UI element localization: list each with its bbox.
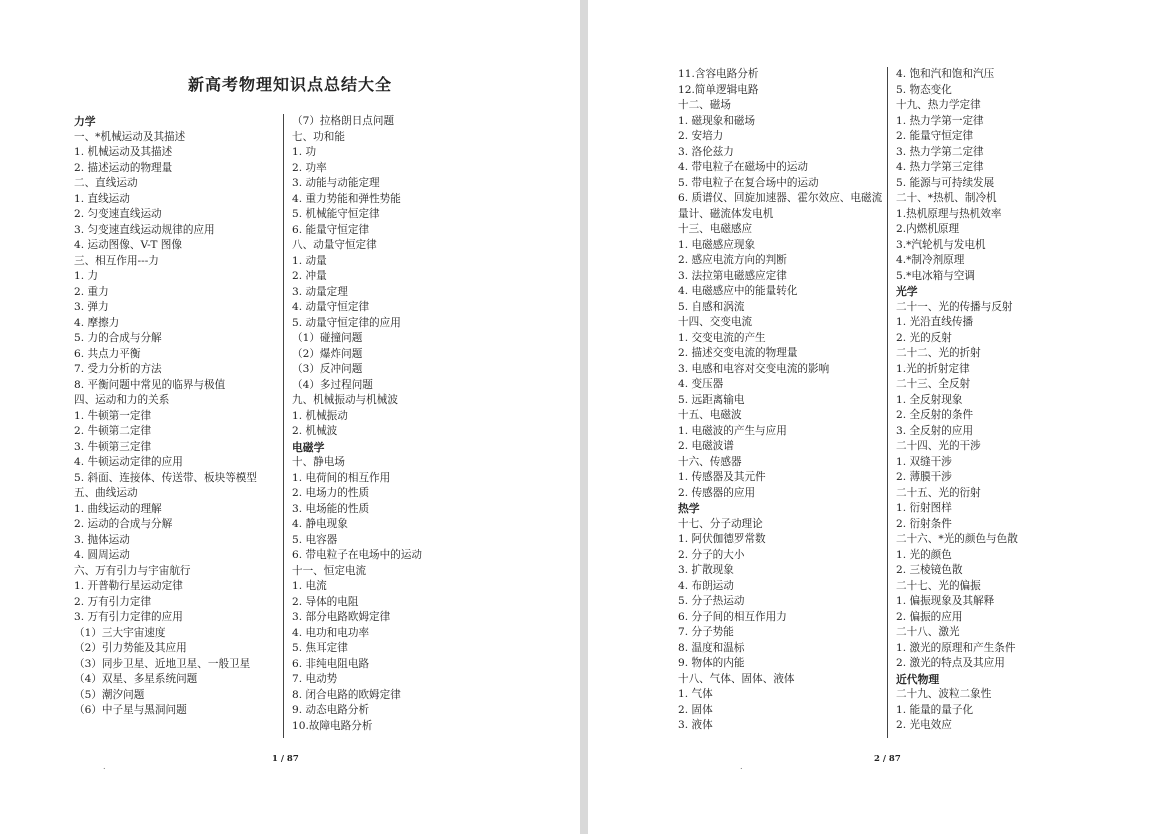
toc-entry: 1. 电磁波的产生与应用	[678, 424, 787, 437]
toc-entry: 1. 机械运动及其描述	[74, 146, 173, 158]
toc-column-1-right	[292, 114, 522, 734]
toc-entry: 6. 共点力平衡	[74, 347, 141, 360]
toc-entry: 1. 力	[74, 270, 99, 282]
toc-entry: 1. 偏振现象及其解释	[896, 595, 995, 607]
toc-entry: 三、相互作用---力	[74, 254, 159, 267]
toc-entry: 六、万有引力与宇宙航行	[74, 564, 191, 577]
toc-entry: 4. 静电现象	[292, 518, 348, 530]
toc-entry: 2. 描述交变电流的物理量	[678, 347, 798, 359]
page-gutter	[580, 0, 588, 834]
toc-entry: （3）反冲问题	[292, 363, 363, 375]
toc-entry: 2. 激光的特点及其应用	[896, 657, 1005, 669]
document-page-2	[588, 0, 1170, 834]
toc-entry: 2. 运动的合成与分解	[74, 518, 173, 530]
toc-entry: 二十六、*光的颜色与色散	[896, 533, 1018, 545]
toc-entry: 5. 自感和涡流	[678, 300, 745, 313]
toc-entry: 2. 重力	[74, 285, 109, 298]
toc-entry: 5. 电容器	[292, 533, 338, 546]
toc-entry: （2）爆炸问题	[292, 347, 363, 360]
toc-entry: 八、动量守恒定律	[292, 239, 377, 251]
toc-entry: 5. 动量守恒定律的应用	[292, 316, 401, 329]
toc-entry: 2. 万有引力定律	[74, 595, 152, 608]
toc-entry: 5. 能源与可持续发展	[896, 176, 995, 189]
toc-entry: 2. 机械波	[292, 425, 338, 437]
footer-mark: .	[740, 762, 743, 771]
toc-entry: 4. 带电粒子在磁场中的运动	[678, 161, 809, 173]
toc-entry: 3. 弹力	[74, 301, 109, 313]
toc-entry: 8. 平衡问题中常见的临界与极值	[74, 378, 226, 391]
toc-entry: 5. 斜面、连接体、传送带、板块等模型	[74, 471, 257, 484]
section-heading: 电磁学	[292, 440, 325, 454]
toc-entry: 4. 布朗运动	[678, 579, 734, 592]
toc-entry: 2. 光的反射	[896, 331, 952, 344]
toc-entry: 1. 曲线运动的理解	[74, 502, 162, 515]
toc-entry: 二十八、激光	[896, 626, 960, 638]
toc-entry: 二十四、光的干涉	[896, 440, 981, 452]
toc-entry: 3. 抛体运动	[74, 533, 130, 546]
toc-entry: 十七、分子动理论	[678, 517, 763, 530]
toc-entry: 1. 电磁感应现象	[678, 238, 756, 251]
footer-mark: .	[103, 762, 106, 771]
toc-entry: 1. 光沿直线传播	[896, 316, 974, 328]
page-number-2: 2 / 87	[874, 754, 901, 764]
toc-entry: 1. 电荷间的相互作用	[292, 471, 391, 484]
toc-entry: 四、运动和力的关系	[74, 394, 170, 406]
toc-entry: 1. 功	[292, 146, 317, 158]
toc-entry: 1. 机械振动	[292, 409, 348, 422]
toc-entry: 4. 运动图像、V-T 图像	[74, 239, 182, 251]
toc-entry: 3. 牛顿第三定律	[74, 440, 152, 453]
toc-entry: 十四、交变电流	[678, 316, 753, 328]
toc-entry: 1. 电流	[292, 580, 327, 592]
section-heading: 力学	[74, 115, 96, 128]
toc-entry: （4）多过程问题	[292, 378, 373, 391]
toc-entry: 4. 动量守恒定律	[292, 301, 370, 313]
toc-entry: （6）中子星与黑洞问题	[74, 704, 187, 716]
toc-entry: 一、*机械运动及其描述	[74, 130, 186, 143]
toc-entry: 4.*制冷剂原理	[896, 254, 965, 266]
toc-entry: 5. 远距离输电	[678, 393, 745, 406]
toc-entry: 2. 衍射条件	[896, 517, 952, 530]
toc-entry: 2. 导体的电阻	[292, 595, 359, 608]
toc-entry: 2. 固体	[678, 703, 713, 716]
toc-column-1-left	[74, 114, 274, 719]
toc-entry: 4. 变压器	[678, 378, 724, 390]
toc-entry: 1.热机原理与热机效率	[896, 207, 1002, 220]
toc-entry: 十、静电场	[292, 456, 345, 468]
toc-entry: 3. 部分电路欧姆定律	[292, 611, 391, 623]
toc-entry: 1. 热力学第一定律	[896, 114, 984, 127]
toc-entry: （7）拉格朗日点问题	[292, 115, 395, 127]
toc-entry: 2. 偏振的应用	[896, 610, 963, 623]
toc-entry: 3. 法拉第电磁感应定律	[678, 269, 787, 282]
section-heading: 近代物理	[896, 672, 940, 686]
toc-entry: 3. 电感和电容对交变电流的影响	[678, 362, 830, 375]
toc-entry: 2. 冲量	[292, 270, 327, 282]
toc-entry: 3. 洛伦兹力	[678, 145, 734, 158]
toc-entry: 二十一、光的传播与反射	[896, 300, 1013, 313]
toc-entry: 2. 光电效应	[896, 719, 952, 731]
toc-entry: 2. 牛顿第二定律	[74, 425, 152, 437]
toc-entry: 1. 衍射图样	[896, 502, 952, 514]
toc-entry: 1. 交变电流的产生	[678, 331, 766, 344]
toc-column-2-right	[896, 67, 1076, 734]
toc-entry: 2. 三棱镜色散	[896, 564, 963, 576]
toc-entry: 9. 动态电路分析	[292, 704, 370, 716]
toc-entry: 4. 饱和汽和饱和汽压	[896, 68, 995, 80]
toc-entry: 1. 开普勒行星运动定律	[74, 580, 183, 592]
toc-entry: 二十五、光的衍射	[896, 486, 981, 499]
toc-entry: 2. 能量守恒定律	[896, 130, 974, 142]
toc-entry: 4. 摩擦力	[74, 316, 120, 329]
toc-entry: 3. 万有引力定律的应用	[74, 611, 183, 623]
toc-entry: 十一、恒定电流	[292, 564, 367, 577]
toc-entry: 二十九、波粒二象性	[896, 688, 992, 700]
toc-entry: 1. 全反射现象	[896, 393, 963, 406]
toc-entry: 1. 牛顿第一定律	[74, 409, 152, 422]
toc-entry: （4）双星、多星系统问题	[74, 673, 198, 685]
toc-entry: 5.*电冰箱与空调	[896, 269, 975, 282]
toc-entry: 10.故障电路分析	[292, 719, 373, 732]
toc-entry: 2. 电磁波谱	[678, 440, 734, 452]
toc-entry: 1. 双缝干涉	[896, 455, 952, 468]
toc-entry: 4. 重力势能和弹性势能	[292, 192, 401, 205]
toc-entry: 2. 薄膜干涉	[896, 471, 952, 483]
toc-entry: 2. 全反射的条件	[896, 409, 974, 421]
toc-entry: 4. 牛顿运动定律的应用	[74, 456, 183, 468]
toc-entry: 2. 描述运动的物理量	[74, 161, 173, 174]
toc-entry: 2.内燃机原理	[896, 223, 960, 235]
toc-column-2-left	[678, 67, 883, 734]
toc-entry: 1.光的折射定律	[896, 362, 970, 375]
document-page-1	[0, 0, 580, 834]
toc-entry: 十五、电磁波	[678, 409, 742, 421]
toc-entry: 11.含容电路分析	[678, 68, 759, 80]
toc-entry: 2. 安培力	[678, 130, 724, 142]
toc-entry: 7. 受力分析的方法	[74, 363, 162, 375]
section-heading: 热学	[678, 502, 700, 515]
toc-entry: 五、曲线运动	[74, 487, 138, 499]
toc-entry: （1）碰撞问题	[292, 332, 363, 344]
toc-entry: 4. 热力学第三定律	[896, 161, 984, 173]
toc-entry: 6. 能量守恒定律	[292, 223, 370, 236]
toc-entry: 3. 扩散现象	[678, 564, 734, 576]
toc-entry: 1. 直线运动	[74, 192, 130, 205]
toc-entry: 二十三、全反射	[896, 378, 971, 390]
toc-entry: 3. 液体	[678, 719, 713, 731]
toc-entry: 1. 能量的量子化	[896, 703, 974, 716]
toc-entry: 3. 热力学第二定律	[896, 145, 984, 158]
toc-entry: 9. 物体的内能	[678, 657, 745, 669]
toc-entry: 4. 电功和电功率	[292, 626, 370, 639]
column-divider	[283, 114, 284, 738]
toc-entry: 1. 阿伏伽德罗常数	[678, 533, 766, 545]
page-number-1: 1 / 87	[272, 754, 299, 764]
toc-entry: 6. 非纯电阻电路	[292, 657, 370, 670]
toc-entry: 十六、传感器	[678, 455, 742, 468]
toc-entry: 4. 圆周运动	[74, 549, 130, 561]
column-divider	[887, 67, 888, 738]
toc-entry: 6. 带电粒子在电场中的运动	[292, 549, 423, 561]
toc-entry: 3. 动量定理	[292, 285, 348, 298]
toc-entry: 5. 力的合成与分解	[74, 332, 162, 344]
toc-entry: 二十二、光的折射	[896, 347, 981, 359]
toc-entry: 十八、气体、固体、液体	[678, 672, 795, 685]
toc-entry: 1. 动量	[292, 254, 327, 267]
toc-entry: 7. 电动势	[292, 673, 338, 685]
toc-entry: 2. 分子的大小	[678, 548, 745, 561]
toc-entry: 二十、*热机、制冷机	[896, 192, 997, 204]
toc-entry: （1）三大宇宙速度	[74, 626, 166, 639]
toc-entry: 8. 温度和温标	[678, 641, 745, 654]
toc-entry: 3. 动能与动能定理	[292, 177, 380, 189]
document-title: 新高考物理知识点总结大全	[187, 75, 392, 94]
toc-entry: 12.简单逻辑电路	[678, 83, 759, 96]
toc-entry: 1. 光的颜色	[896, 548, 952, 561]
toc-entry: 2. 感应电流方向的判断	[678, 254, 787, 266]
toc-entry: 3. 全反射的应用	[896, 424, 974, 437]
toc-entry: 1. 气体	[678, 688, 713, 700]
toc-entry: 5. 分子热运动	[678, 595, 745, 607]
toc-entry: 3. 匀变速直线运动规律的应用	[74, 223, 215, 236]
toc-entry: （3）同步卫星、近地卫星、一般卫星	[74, 657, 251, 670]
toc-entry: 十九、热力学定律	[896, 99, 981, 111]
toc-entry: 3. 电场能的性质	[292, 502, 370, 515]
toc-entry: 5. 机械能守恒定律	[292, 208, 380, 220]
section-heading: 光学	[896, 285, 918, 298]
toc-entry: （5）潮汐问题	[74, 688, 145, 701]
toc-entry: 2. 匀变速直线运动	[74, 208, 162, 220]
toc-entry: 2. 电场力的性质	[292, 487, 370, 499]
toc-entry: 6. 分子间的相互作用力	[678, 610, 787, 623]
toc-entry: 十三、电磁感应	[678, 223, 753, 235]
toc-entry: 2. 传感器的应用	[678, 486, 756, 499]
toc-entry: （2）引力势能及其应用	[74, 642, 187, 654]
toc-entry: 二十七、光的偏振	[896, 579, 981, 592]
toc-entry: 2. 功率	[292, 161, 327, 174]
toc-entry: 七、功和能	[292, 130, 345, 143]
toc-entry: 5. 带电粒子在复合场中的运动	[678, 176, 819, 189]
toc-entry: 3.*汽轮机与发电机	[896, 238, 986, 251]
toc-entry: 6. 质谱仪、回旋加速器、霍尔效应、电磁流量计、磁流体发电机	[678, 192, 883, 220]
toc-entry: 1. 传感器及其元件	[678, 471, 766, 483]
toc-entry: 十二、磁场	[678, 99, 731, 111]
toc-entry: 8. 闭合电路的欧姆定律	[292, 688, 401, 701]
toc-entry: 7. 分子势能	[678, 626, 734, 638]
toc-entry: 九、机械振动与机械波	[292, 394, 398, 406]
toc-entry: 5. 物态变化	[896, 83, 952, 96]
toc-entry: 4. 电磁感应中的能量转化	[678, 285, 798, 297]
toc-entry: 1. 激光的原理和产生条件	[896, 641, 1016, 654]
toc-entry: 二、直线运动	[74, 177, 138, 189]
toc-entry: 1. 磁现象和磁场	[678, 114, 756, 127]
toc-entry: 5. 焦耳定律	[292, 642, 348, 654]
